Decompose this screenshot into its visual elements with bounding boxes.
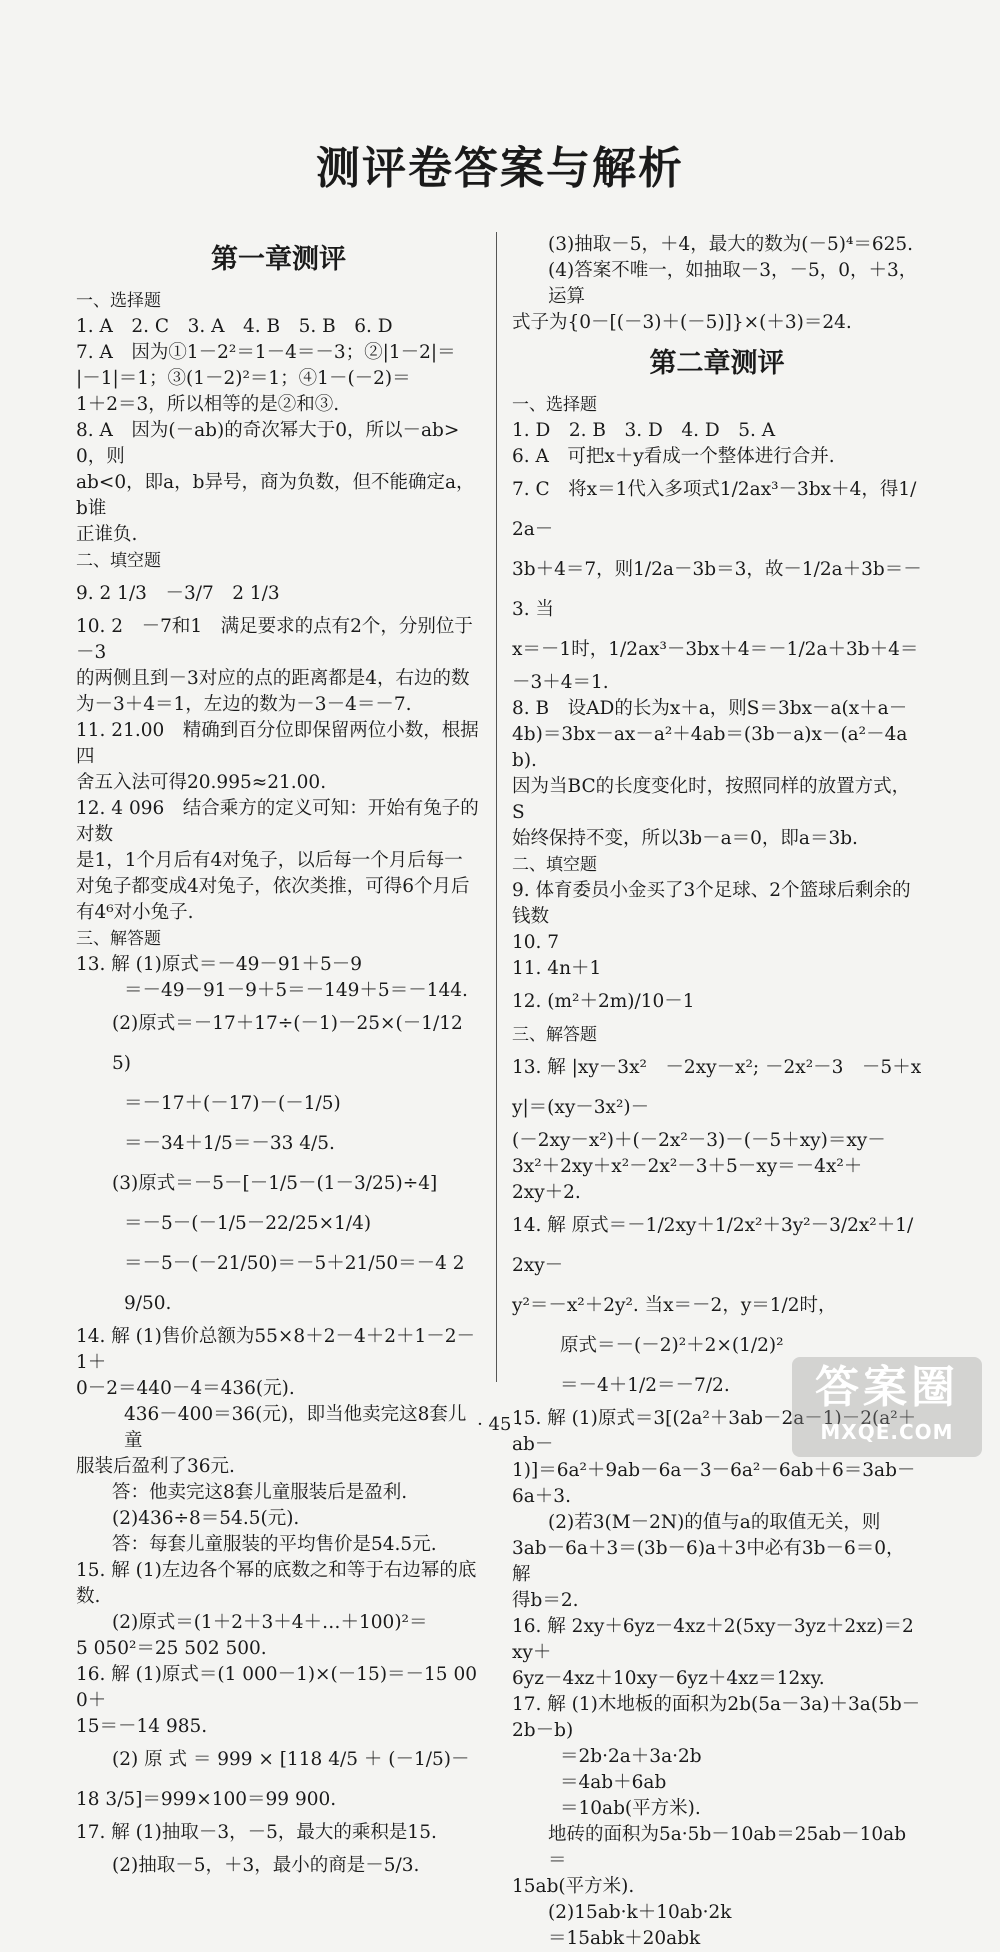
answer-line: 6yz－4xz＋10xy－6yz＋4xz＝12xy. <box>512 1668 825 1689</box>
left-column <box>76 232 481 1886</box>
answer-line: 9. 2 1/3 －3/7 2 1/3 <box>76 583 280 604</box>
answer-line: 答：每套儿童服装的平均售价是54.5元. <box>112 1534 437 1555</box>
section-heading: 二、填空题 <box>512 855 597 875</box>
answer-line: (3)抽取－5，＋4，最大的数为(－5)⁴＝625. <box>548 234 914 255</box>
answer-line: ＝－49－91－9＋5＝－149＋5＝－144. <box>124 980 468 1001</box>
answer-line: (2)15ab·k＋10ab·2k <box>548 1902 732 1923</box>
answer-line: 1)]＝6a²＋9ab－6a－3－6a²－6ab＋6＝3ab－ <box>512 1460 916 1481</box>
section-heading: 一、选择题 <box>76 291 161 311</box>
answer-line: 2b－b) <box>512 1720 574 1741</box>
answer-line: 舍五入法可得20.995≈21.00. <box>76 772 327 793</box>
answer-line: 得b＝2. <box>512 1590 579 1611</box>
page-title: 测评卷答案与解析 <box>316 143 684 194</box>
answer-line: (2)原式＝－17＋17÷(－1)－25×(－1/125) <box>112 1013 463 1074</box>
section-heading: 二、填空题 <box>76 551 161 571</box>
section-heading: 三、解答题 <box>76 929 161 949</box>
chapter-heading: 第二章测评 <box>649 348 785 379</box>
answer-line: 14. 解 原式＝－1/2xy＋1/2x²＋3y²－3/2x²＋1/2xy－ <box>512 1215 914 1276</box>
answer-line: 服装后盈利了36元. <box>76 1456 235 1477</box>
section-heading: 三、解答题 <box>512 1025 597 1045</box>
answer-line: 地砖的面积为5a·5b－10ab＝25ab－10ab＝ <box>548 1824 907 1871</box>
answer-line: 0－2＝440－4＝436(元). <box>76 1378 295 1399</box>
answer-line: 12. 4 096 结合乘方的定义可知：开始有兔子的对数 <box>76 798 479 845</box>
answer-line: 3x²＋2xy＋x²－2x²－3＋5－xy＝－4x²＋ <box>512 1156 863 1177</box>
answer-line: 的两侧且到－3对应的点的距离都是4，右边的数 <box>76 668 470 689</box>
answer-line: 14. 解 (1)售价总额为55×8＋2－4＋2＋1－2－1＋ <box>76 1326 476 1373</box>
answer-line: ab<0，即a，b异号，商为负数，但不能确定a，b谁 <box>76 472 475 519</box>
answer-line: 1. A 2. C 3. A 4. B 5. B 6. D <box>76 316 393 337</box>
answer-line: 10. 7 <box>512 932 560 953</box>
answer-line: 始终保持不变，所以3b－a＝0，即a＝3b. <box>512 828 858 849</box>
answer-line: ＝－5－(－1/5－22/25×1/4) <box>124 1213 372 1234</box>
chapter-heading: 第一章测评 <box>211 244 346 275</box>
answer-line: (2)若3(M－2N)的值与a的取值无关，则 <box>548 1512 881 1533</box>
answer-line: ＝－4＋1/2＝－7/2. <box>560 1375 730 1396</box>
answer-line: 有4⁶对小兔子. <box>76 902 194 923</box>
answer-line: 答：他卖完这8套儿童服装后是盈利. <box>112 1482 408 1503</box>
answer-line: ＝4ab＋6ab <box>560 1772 667 1793</box>
right-column <box>512 232 922 1952</box>
answer-line: 13. 解 (1)原式＝－49－91＋5－9 <box>76 954 363 975</box>
answer-line: (2)原式＝(1＋2＋3＋4＋…＋100)²＝ <box>112 1612 428 1633</box>
answer-line: 10. 2 －7和1 满足要求的点有2个，分别位于－3 <box>76 616 473 663</box>
answer-line: 原式＝－(－2)²＋2×(1/2)² <box>560 1335 784 1356</box>
answer-line: 5 050²＝25 502 500. <box>76 1638 267 1659</box>
answer-line: 15. 解 (1)左边各个幂的底数之和等于右边幂的底数. <box>76 1560 477 1607</box>
answer-line: 1＋2＝3，所以相等的是②和③. <box>76 394 340 415</box>
answer-line: 因为当BC的长度变化时，按照同样的放置方式，S <box>512 776 911 823</box>
answer-line: ＝10ab(平方米). <box>560 1798 701 1819</box>
section-heading: 一、选择题 <box>512 395 597 415</box>
left-answer-lines <box>76 288 481 1886</box>
answer-line: ＝15abk＋20abk <box>548 1928 701 1949</box>
answer-line: 11. 4n＋1 <box>512 958 602 979</box>
answer-line: 8. B 设AD的长为x＋a，则S＝3bx－a(x＋a－ <box>512 698 908 719</box>
answer-line: 正谁负. <box>76 524 138 545</box>
answer-line: 为－3＋4＝1，左边的数为－3－4＝－7. <box>76 694 412 715</box>
answer-line: 8. A 因为(－ab)的奇次幂大于0，所以－ab>0，则 <box>76 420 460 467</box>
answer-line: 11. 21.00 精确到百分位即保留两位小数，根据四 <box>76 720 479 767</box>
answer-line: y²＝－x²＋2y². 当x＝－2，y＝1/2时， <box>512 1295 837 1316</box>
answer-line: 6. A 可把x＋y看成一个整体进行合并. <box>512 446 835 467</box>
answer-line: 15. 解 (1)原式＝3[(2a²＋3ab－2a－1)－2(a²＋ab－ <box>512 1408 917 1455</box>
answer-line: ＝－34＋1/5＝－33 4/5. <box>124 1133 335 1154</box>
answer-line: 是1，1个月后有4对兔子，以后每一个月后每一 <box>76 850 463 871</box>
answer-line: 式子为{0－[(－3)＋(－5)]}×(＋3)＝24. <box>512 312 852 333</box>
page-number: · 45 · <box>477 1414 523 1435</box>
column-divider <box>496 232 497 1382</box>
watermark-url: MXQE.COM <box>820 1420 954 1444</box>
right-continued-lines <box>512 232 922 336</box>
answer-line: 4b)＝3bx－ax－a²＋4ab＝(3b－a)x－(a²－4ab). <box>512 724 908 771</box>
answer-line: 16. 解 (1)原式＝(1 000－1)×(－15)＝－15 000＋ <box>76 1664 477 1711</box>
answer-line: x＝－1时，1/2ax³－3bx＋4＝－1/2a＋3b＋4＝ <box>512 639 919 660</box>
answer-line: (2)436÷8＝54.5(元). <box>112 1508 300 1529</box>
answer-line: 17. 解 (1)木地板的面积为2b(5a－3a)＋3a(5b－ <box>512 1694 921 1715</box>
answer-line: 12. (m²＋2m)/10－1 <box>512 991 695 1012</box>
answer-line: 15ab(平方米). <box>512 1876 635 1897</box>
right-answer-lines <box>512 392 922 1952</box>
answer-line: (3)原式＝－5－[－1/5－(1－3/25)÷4] <box>112 1173 438 1194</box>
watermark-text: 答案圈 <box>815 1362 959 1413</box>
answer-line: 18 3/5]＝999×100＝99 900. <box>76 1789 337 1810</box>
answer-line: (4)答案不唯一，如抽取－3，－5，0，＋3，运算 <box>548 260 918 307</box>
answer-line: 3b＋4＝7，则1/2a－3b＝3，故－1/2a＋3b＝－3. 当 <box>512 559 922 620</box>
answer-line: 436－400＝36(元)，即当他卖完这8套儿童 <box>124 1404 467 1451</box>
answer-line: (2)抽取－5，＋3，最小的商是－5/3. <box>112 1855 420 1876</box>
answer-line: 17. 解 (1)抽取－3，－5，最大的乘积是15. <box>76 1822 437 1843</box>
answer-line: 1. D 2. B 3. D 4. D 5. A <box>512 420 776 441</box>
answer-line: －3＋4＝1. <box>512 672 609 693</box>
answer-line: (－2xy－x²)＋(－2x²－3)－(－5＋xy)＝xy－ <box>512 1130 886 1151</box>
answer-line: 16. 解 2xy＋6yz－4xz＋2(5xy－3yz＋2xz)＝2xy＋ <box>512 1616 914 1663</box>
answer-line: 7. A 因为①1－2²＝1－4＝－3；②|1－2|＝ <box>76 342 456 363</box>
answer-line: 对兔子都变成4对兔子，依次类推，可得6个月后 <box>76 876 470 897</box>
answer-line: |－1|＝1；③(1－2)²＝1；④1－(－2)＝ <box>76 368 411 389</box>
answer-line: 9. 体育委员小金买了3个足球、2个篮球后剩余的钱数 <box>512 880 911 927</box>
answer-line: ＝－5－(－21/50)＝－5＋21/50＝－4 29/50. <box>124 1253 465 1314</box>
answer-line: 6a＋3. <box>512 1486 571 1507</box>
answer-line: 7. C 将x＝1代入多项式1/2ax³－3bx＋4，得1/2a－ <box>512 479 917 540</box>
answer-line: (2) 原 式 ＝ 999 × [118 4/5 ＋ (－1/5)－ <box>112 1749 470 1770</box>
watermark-logo <box>792 1357 982 1457</box>
answer-line: 13. 解 |xy－3x² －2xy－x²; －2x²－3 －5＋xy|＝(xy－3x²)－ <box>512 1057 922 1118</box>
answer-line: ＝－17＋(－17)－(－1/5) <box>124 1093 341 1114</box>
answer-line: 3ab－6a＋3＝(3b－6)a＋3中必有3b－6＝0，解 <box>512 1538 905 1585</box>
answer-line: ＝2b·2a＋3a·2b <box>560 1746 702 1767</box>
answer-line: 2xy＋2. <box>512 1182 581 1203</box>
answer-line: 15＝－14 985. <box>76 1716 208 1737</box>
